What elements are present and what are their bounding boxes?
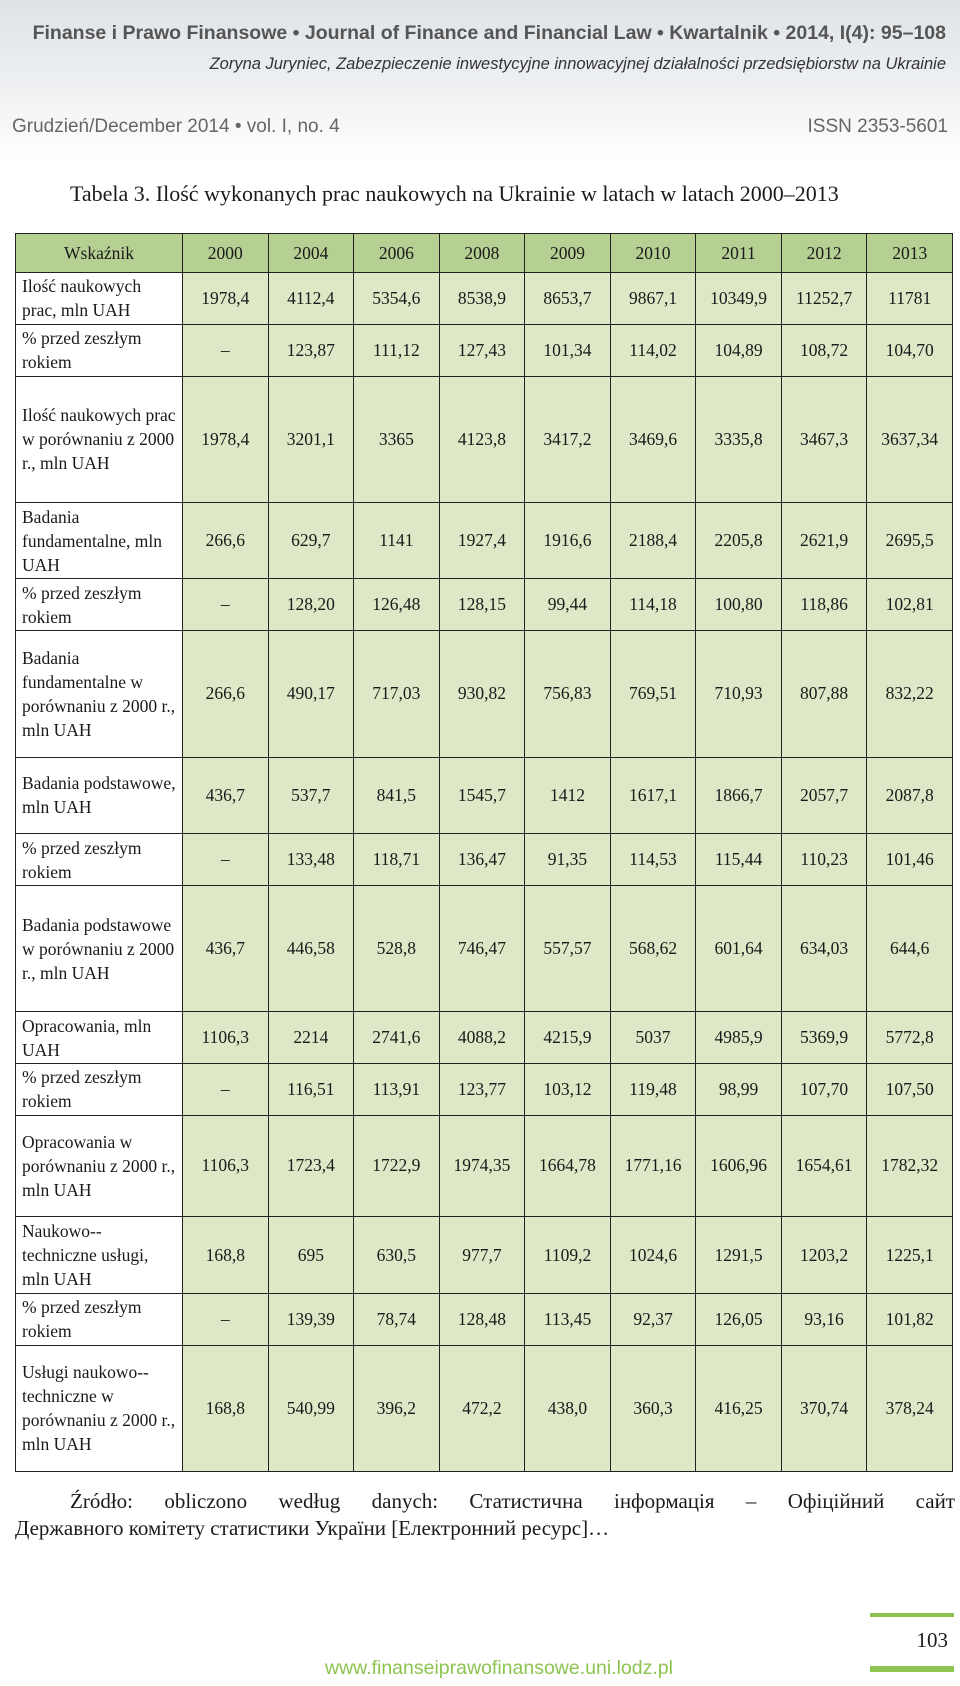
table-cell: 1024,6 [610,1217,696,1294]
table-cell: 756,83 [525,631,611,757]
table-cell: 601,64 [696,885,782,1011]
table-cell: 123,77 [439,1063,525,1115]
column-header: 2013 [867,234,953,273]
row-label: % przed zeszłym rokiem [16,579,183,631]
data-table [15,233,953,1472]
table-cell: 1109,2 [525,1217,611,1294]
table-body [16,273,953,1472]
column-header: 2011 [696,234,782,273]
issue-info: Grudzień/December 2014 • vol. I, no. 4 [12,116,340,137]
table-cell: 1771,16 [610,1115,696,1216]
table-cell: 5037 [610,1012,696,1064]
table-row [16,579,953,631]
table-caption: Tabela 3. Ilość wykonanych prac naukowych na Ukrainie w latach w latach 2000–2013 [70,181,839,206]
table-cell: 1978,4 [183,376,269,502]
table-cell: 118,86 [781,579,867,631]
table-cell: 99,44 [525,579,611,631]
table-cell: 11781 [867,273,953,325]
table-cell: 266,6 [183,502,269,579]
table-cell: 370,74 [781,1345,867,1471]
row-label: % przed zeszłym rokiem [16,834,183,886]
table-cell: 710,93 [696,631,782,757]
table-cell: 108,72 [781,324,867,376]
row-label: Ilość naukowych prac w porównaniu z 2000 r., mln UAH [16,376,183,502]
row-label: Opracowania, mln UAH [16,1012,183,1064]
table-cell: 528,8 [354,885,440,1011]
row-label: % przed zeszłym rokiem [16,324,183,376]
table-cell: 1782,32 [867,1115,953,1216]
table-header-row [16,234,953,273]
table-cell: 168,8 [183,1345,269,1471]
table-cell: 4123,8 [439,376,525,502]
table-cell: 2621,9 [781,502,867,579]
table-row [16,1115,953,1216]
table-row [16,885,953,1011]
table-cell: 1927,4 [439,502,525,579]
column-header: 2006 [354,234,440,273]
table-cell: 1723,4 [268,1115,354,1216]
table-cell: 118,71 [354,834,440,886]
column-header: 2008 [439,234,525,273]
table-cell: 119,48 [610,1063,696,1115]
table-cell: 416,25 [696,1345,782,1471]
table-cell: 438,0 [525,1345,611,1471]
column-header: 2004 [268,234,354,273]
table-cell: 2205,8 [696,502,782,579]
table-cell: 5369,9 [781,1012,867,1064]
table-cell: 2188,4 [610,502,696,579]
table-row [16,324,953,376]
table-cell: 807,88 [781,631,867,757]
table-row [16,1012,953,1064]
footer-url: www.finanseiprawofinansowe.uni.lodz.pl [325,1657,673,1679]
table-cell: 1617,1 [610,757,696,834]
table-row [16,273,953,325]
table-cell: 930,82 [439,631,525,757]
table-cell: 1866,7 [696,757,782,834]
table-cell: 1654,61 [781,1115,867,1216]
table-row [16,502,953,579]
row-label: Badania fundamentalne w porównaniu z 2000 r., mln UAH [16,631,183,757]
table-cell: 1141 [354,502,440,579]
row-label: % przed zeszłym rokiem [16,1063,183,1115]
table-cell: 378,24 [867,1345,953,1471]
table-cell: 746,47 [439,885,525,1011]
table-cell: 1106,3 [183,1012,269,1064]
table-cell: 115,44 [696,834,782,886]
table-cell: – [183,1293,269,1345]
table-cell: 98,99 [696,1063,782,1115]
table-cell: – [183,579,269,631]
page-number: 103 [916,1628,948,1652]
row-label: Usługi naukowo--techniczne w porównaniu z 2000 r., mln UAH [16,1345,183,1471]
table-cell: 110,23 [781,834,867,886]
table-cell: 5354,6 [354,273,440,325]
table-cell: 168,8 [183,1217,269,1294]
table-cell: 4112,4 [268,273,354,325]
row-label: Ilość naukowych prac, mln UAH [16,273,183,325]
table-cell: 139,39 [268,1293,354,1345]
table-cell: 396,2 [354,1345,440,1471]
column-header: 2010 [610,234,696,273]
table-cell: 136,47 [439,834,525,886]
page-number-rule-bottom [870,1666,954,1672]
table-cell: 2087,8 [867,757,953,834]
table-cell: 113,91 [354,1063,440,1115]
page-header-band [0,0,960,160]
table-cell: 126,48 [354,579,440,631]
table-cell: 9867,1 [610,273,696,325]
table-cell: 111,12 [354,324,440,376]
table-cell: 123,87 [268,324,354,376]
table-cell: 114,53 [610,834,696,886]
table-cell: 537,7 [268,757,354,834]
table-cell: 1106,3 [183,1115,269,1216]
table-cell: 841,5 [354,757,440,834]
table-cell: 8538,9 [439,273,525,325]
table-cell: 127,43 [439,324,525,376]
table-cell: 266,6 [183,631,269,757]
table-cell: 2695,5 [867,502,953,579]
table-row [16,1063,953,1115]
column-header: 2012 [781,234,867,273]
column-header: 2000 [183,234,269,273]
table-cell: 360,3 [610,1345,696,1471]
table-cell: 1978,4 [183,273,269,325]
table-cell: 630,5 [354,1217,440,1294]
row-label: Naukowo--techniczne usługi, mln UAH [16,1217,183,1294]
table-cell: 1225,1 [867,1217,953,1294]
table-cell: – [183,1063,269,1115]
page-number-rule [870,1613,954,1617]
table-row [16,376,953,502]
table-cell: 11252,7 [781,273,867,325]
table-cell: 1664,78 [525,1115,611,1216]
table-cell: 1291,5 [696,1217,782,1294]
table-cell: 3365 [354,376,440,502]
table-cell: 3201,1 [268,376,354,502]
table-cell: 8653,7 [525,273,611,325]
table-cell: 128,15 [439,579,525,631]
table-cell: 3469,6 [610,376,696,502]
table-cell: 769,51 [610,631,696,757]
table-row [16,631,953,757]
table-cell: 977,7 [439,1217,525,1294]
table-cell: 78,74 [354,1293,440,1345]
table-cell: 1203,2 [781,1217,867,1294]
row-label: Badania fundamentalne, mln UAH [16,502,183,579]
source-note-line1: Źródło: obliczono według danych: Статистична інформація – Офіційний сайт [70,1489,955,1513]
table-cell: 3335,8 [696,376,782,502]
column-header: 2009 [525,234,611,273]
table-cell: – [183,834,269,886]
column-header: Wskaźnik [16,234,183,273]
table-cell: 4985,9 [696,1012,782,1064]
table-cell: 2741,6 [354,1012,440,1064]
table-cell: 717,03 [354,631,440,757]
table-cell: 104,70 [867,324,953,376]
table-cell: 114,18 [610,579,696,631]
table-cell: 1722,9 [354,1115,440,1216]
table-row [16,757,953,834]
table-cell: 4088,2 [439,1012,525,1064]
table-row [16,1345,953,1471]
table-cell: 634,03 [781,885,867,1011]
row-label: Opracowania w porównaniu z 2000 r., mln UAH [16,1115,183,1216]
table-cell: 1916,6 [525,502,611,579]
table-cell: – [183,324,269,376]
row-label: Badania podstawowe, mln UAH [16,757,183,834]
issn: ISSN 2353-5601 [807,116,948,137]
table-cell: 113,45 [525,1293,611,1345]
table-cell: 91,35 [525,834,611,886]
table-cell: 101,82 [867,1293,953,1345]
table-cell: 1412 [525,757,611,834]
table-cell: 472,2 [439,1345,525,1471]
table-cell: 3467,3 [781,376,867,502]
table-cell: 114,02 [610,324,696,376]
table-cell: 101,34 [525,324,611,376]
table-cell: 2214 [268,1012,354,1064]
table-cell: 128,48 [439,1293,525,1345]
table-cell: 128,20 [268,579,354,631]
table-cell: 568,62 [610,885,696,1011]
table-cell: 107,50 [867,1063,953,1115]
source-note-line2: Державного комітету статистики України [Електронний ресурс]… [15,1516,610,1540]
table-cell: 2057,7 [781,757,867,834]
table-cell: 557,57 [525,885,611,1011]
table-row [16,834,953,886]
table-cell: 116,51 [268,1063,354,1115]
table-cell: 92,37 [610,1293,696,1345]
table-cell: 10349,9 [696,273,782,325]
table-cell: 5772,8 [867,1012,953,1064]
table-cell: 490,17 [268,631,354,757]
table-cell: 103,12 [525,1063,611,1115]
table-cell: 107,70 [781,1063,867,1115]
table-cell: 540,99 [268,1345,354,1471]
table-cell: 3637,34 [867,376,953,502]
table-cell: 126,05 [696,1293,782,1345]
table-cell: 1545,7 [439,757,525,834]
table-cell: 446,58 [268,885,354,1011]
table-cell: 1974,35 [439,1115,525,1216]
table-cell: 93,16 [781,1293,867,1345]
table-cell: 104,89 [696,324,782,376]
journal-title: Finanse i Prawo Finansowe • Journal of Finance and Financial Law • Kwartalnik • 2014, I(4): 95–108 [32,22,946,44]
table-cell: 1606,96 [696,1115,782,1216]
table-cell: 832,22 [867,631,953,757]
table-row [16,1217,953,1294]
table-cell: 133,48 [268,834,354,886]
row-label: Badania podstawowe w porównaniu z 2000 r., mln UAH [16,885,183,1011]
table-cell: 695 [268,1217,354,1294]
table-cell: 436,7 [183,757,269,834]
table-cell: 100,80 [696,579,782,631]
table-cell: 644,6 [867,885,953,1011]
table-cell: 4215,9 [525,1012,611,1064]
table-row [16,1293,953,1345]
table-cell: 436,7 [183,885,269,1011]
table-cell: 102,81 [867,579,953,631]
table-cell: 101,46 [867,834,953,886]
table-cell: 629,7 [268,502,354,579]
article-title: Zoryna Juryniec, Zabezpieczenie inwestycyjne innowacyjnej działalności przedsiębiorstw na Ukrainie [209,55,946,73]
table-cell: 3417,2 [525,376,611,502]
row-label: % przed zeszłym rokiem [16,1293,183,1345]
